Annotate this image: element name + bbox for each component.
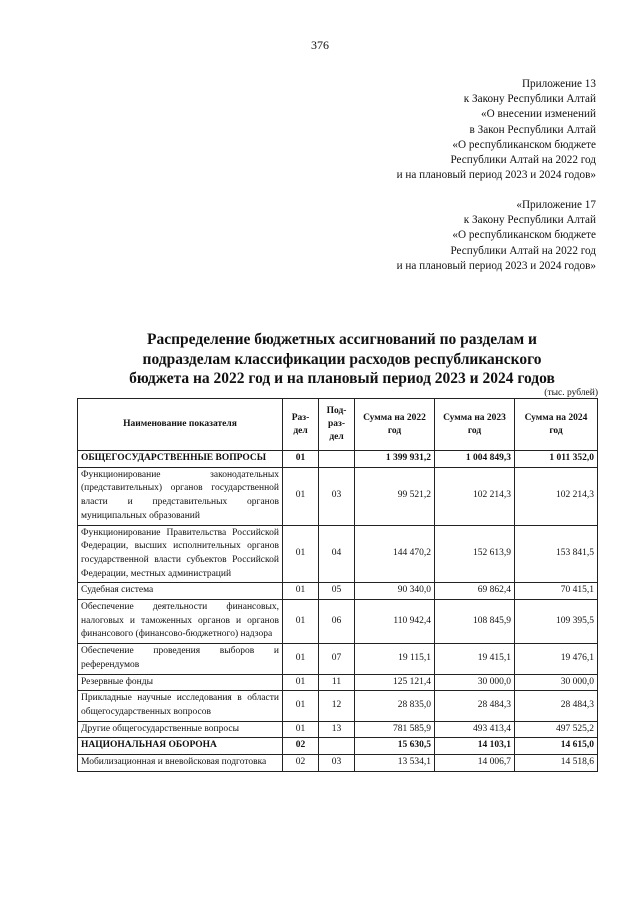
- header-sum-2022: Сумма на 2022 год: [355, 399, 435, 451]
- units-label: (тыс. рублей): [544, 388, 598, 398]
- appendix-line: к Закону Республики Алтай: [463, 93, 596, 106]
- appendix-header-original: [397, 198, 596, 274]
- appendix-line: в Закон Республики Алтай: [469, 123, 596, 136]
- cell-subsection: 06: [319, 600, 355, 644]
- cell-sum-2022: 1 399 931,2: [355, 451, 435, 468]
- cell-sum-2024: 1 011 352,0: [515, 451, 598, 468]
- table-header-row: [78, 399, 598, 451]
- cell-section: 02: [283, 755, 319, 772]
- cell-sum-2023: 14 006,7: [435, 755, 515, 772]
- cell-name: НАЦИОНАЛЬНАЯ ОБОРОНА: [78, 738, 283, 755]
- cell-subsection: [319, 738, 355, 755]
- header-sum-2023: Сумма на 2023 год: [435, 399, 515, 451]
- appendix-line: Республики Алтай на 2022 год: [450, 244, 596, 257]
- cell-sum-2024: 70 415,1: [515, 583, 598, 600]
- cell-subsection: 07: [319, 644, 355, 674]
- table-row: [78, 674, 598, 691]
- cell-sum-2024: 28 484,3: [515, 691, 598, 721]
- cell-sum-2023: 30 000,0: [435, 674, 515, 691]
- cell-section: 01: [283, 691, 319, 721]
- cell-sum-2024: 19 476,1: [515, 644, 598, 674]
- cell-sum-2024: 14 518,6: [515, 755, 598, 772]
- cell-subsection: 11: [319, 674, 355, 691]
- cell-subsection: 03: [319, 755, 355, 772]
- appendix-line: «Приложение 17: [516, 199, 596, 211]
- cell-name: Резервные фонды: [78, 674, 283, 691]
- cell-name: Функционирование законодательных (представительных) органов государственной власти и представительных органов муниципальных образований: [78, 467, 283, 525]
- appendix-line: «О внесении изменений: [480, 108, 596, 121]
- cell-subsection: 12: [319, 691, 355, 721]
- table-row: [78, 738, 598, 755]
- cell-sum-2022: 125 121,4: [355, 674, 435, 691]
- table-row: [78, 644, 598, 674]
- cell-sum-2022: 144 470,2: [355, 525, 435, 583]
- title-line: бюджета на 2022 год и на плановый период 2023 и 2024 годов: [129, 370, 555, 387]
- cell-section: 01: [283, 451, 319, 468]
- cell-section: 01: [283, 600, 319, 644]
- cell-subsection: 05: [319, 583, 355, 600]
- appendix-line: и на плановый период 2023 и 2024 годов»: [396, 169, 596, 182]
- appendix-line: «О республиканском бюджете: [452, 138, 596, 151]
- cell-sum-2022: 110 942,4: [355, 600, 435, 644]
- cell-name: Обеспечение деятельности финансовых, налоговых и таможенных органов и органов финансового (финансово-бюджетного) надзора: [78, 600, 283, 644]
- cell-sum-2024: 102 214,3: [515, 467, 598, 525]
- table-row: [78, 583, 598, 600]
- cell-section: 01: [283, 644, 319, 674]
- cell-name: Мобилизационная и вневойсковая подготовка: [78, 755, 283, 772]
- appendix-line: к Закону Республики Алтай: [463, 214, 596, 227]
- cell-sum-2022: 13 534,1: [355, 755, 435, 772]
- cell-sum-2023: 1 004 849,3: [435, 451, 515, 468]
- cell-sum-2022: 781 585,9: [355, 721, 435, 738]
- cell-sum-2024: 14 615,0: [515, 738, 598, 755]
- appendix-line: Республики Алтай на 2022 год: [450, 154, 596, 167]
- cell-section: 01: [283, 674, 319, 691]
- cell-subsection: 13: [319, 721, 355, 738]
- appendix-header-current: [397, 77, 596, 183]
- title-line: подразделам классификации расходов республиканского: [142, 350, 542, 368]
- page-number: 376: [311, 38, 329, 52]
- header-name: Наименование показателя: [78, 399, 283, 451]
- cell-section: 01: [283, 583, 319, 600]
- title-line: Распределение бюджетных ассигнований по разделам и: [147, 331, 537, 348]
- cell-section: 02: [283, 738, 319, 755]
- cell-subsection: 04: [319, 525, 355, 583]
- cell-sum-2023: 28 484,3: [435, 691, 515, 721]
- appendix-line: Приложение 13: [521, 78, 596, 90]
- cell-sum-2024: 497 525,2: [515, 721, 598, 738]
- appendix-line: «О республиканском бюджете: [452, 229, 596, 242]
- table-row: [78, 525, 598, 583]
- cell-sum-2023: 19 415,1: [435, 644, 515, 674]
- cell-sum-2023: 69 862,4: [435, 583, 515, 600]
- table-row: [78, 721, 598, 738]
- table-body: [78, 451, 598, 772]
- table-row: [78, 451, 598, 468]
- budget-table: [77, 398, 598, 772]
- cell-name: Функционирование Правительства Российской Федерации, высших исполнительных органов государственной власти субъектов Российской Федерации, местных администраций: [78, 525, 283, 583]
- cell-sum-2022: 99 521,2: [355, 467, 435, 525]
- table-row: [78, 467, 598, 525]
- cell-sum-2022: 28 835,0: [355, 691, 435, 721]
- table-row: [78, 600, 598, 644]
- cell-sum-2023: 14 103,1: [435, 738, 515, 755]
- cell-sum-2022: 90 340,0: [355, 583, 435, 600]
- cell-name: Прикладные научные исследования в области общегосударственных вопросов: [78, 691, 283, 721]
- cell-subsection: [319, 451, 355, 468]
- cell-sum-2024: 109 395,5: [515, 600, 598, 644]
- cell-sum-2022: 19 115,1: [355, 644, 435, 674]
- cell-sum-2024: 30 000,0: [515, 674, 598, 691]
- cell-name: Судебная система: [78, 583, 283, 600]
- table-row: [78, 755, 598, 772]
- cell-sum-2023: 102 214,3: [435, 467, 515, 525]
- cell-section: 01: [283, 525, 319, 583]
- document-title: [92, 330, 592, 389]
- cell-name: Обеспечение проведения выборов и референдумов: [78, 644, 283, 674]
- table-row: [78, 691, 598, 721]
- cell-sum-2022: 15 630,5: [355, 738, 435, 755]
- cell-section: 01: [283, 721, 319, 738]
- header-subsection: Под-раз-дел: [319, 399, 355, 451]
- cell-name: ОБЩЕГОСУДАРСТВЕННЫЕ ВОПРОСЫ: [78, 451, 283, 468]
- cell-sum-2023: 152 613,9: [435, 525, 515, 583]
- cell-name: Другие общегосударственные вопросы: [78, 721, 283, 738]
- cell-sum-2024: 153 841,5: [515, 525, 598, 583]
- cell-subsection: 03: [319, 467, 355, 525]
- cell-sum-2023: 108 845,9: [435, 600, 515, 644]
- appendix-line: и на плановый период 2023 и 2024 годов»: [396, 259, 596, 272]
- cell-sum-2023: 493 413,4: [435, 721, 515, 738]
- header-section: Раз-дел: [283, 399, 319, 451]
- cell-section: 01: [283, 467, 319, 525]
- header-sum-2024: Сумма на 2024 год: [515, 399, 598, 451]
